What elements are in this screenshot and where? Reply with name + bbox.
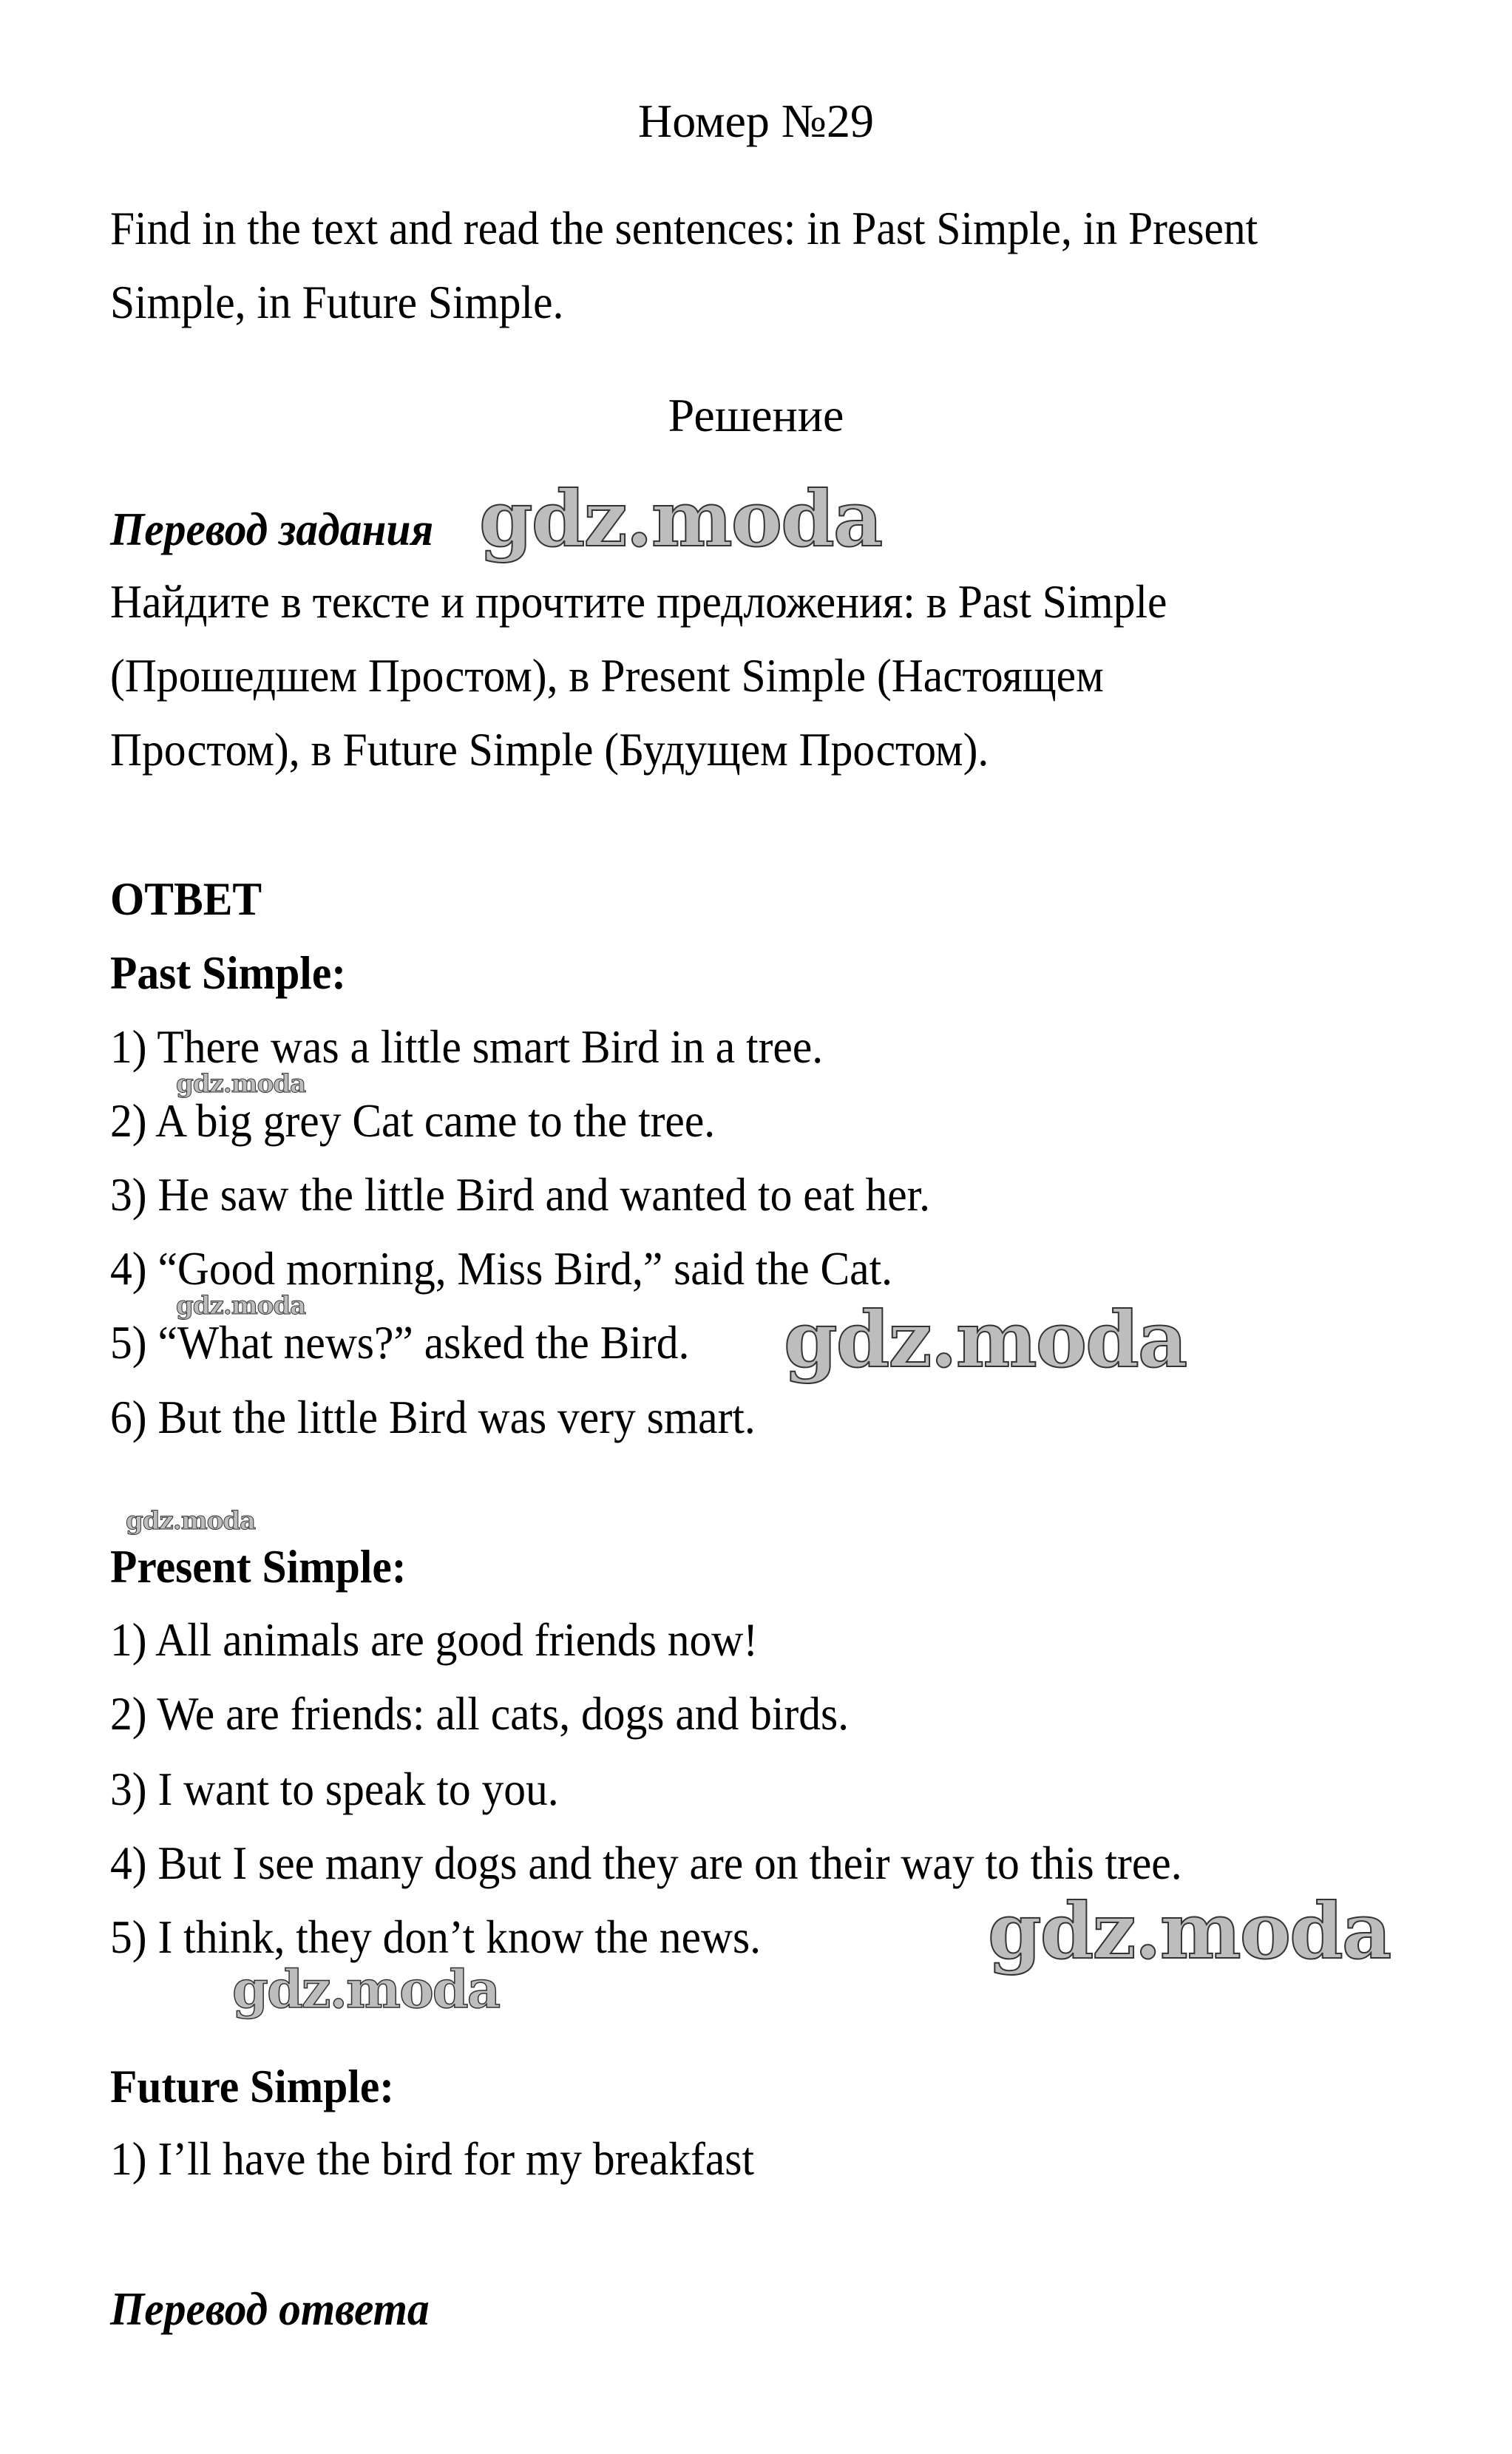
past-simple-heading: Past Simple: bbox=[110, 946, 347, 999]
past-item: 4) “Good morning, Miss Bird,” said the Cat. bbox=[110, 1242, 893, 1295]
translation-line-1: Найдите в тексте и прочтите предложения: в Past Simple bbox=[110, 575, 1167, 628]
present-item: 1) All animals are good friends now! bbox=[110, 1613, 759, 1666]
answer-translation-heading: Перевод ответа bbox=[110, 2282, 430, 2335]
past-item: 5) “What news?” asked the Bird. bbox=[110, 1316, 690, 1369]
past-item: 2) A big grey Cat came to the tree. bbox=[110, 1094, 716, 1147]
present-item: 2) We are friends: all cats, dogs and birds. bbox=[110, 1687, 850, 1740]
present-item: 4) But I see many dogs and they are on their way to this tree. bbox=[110, 1837, 1182, 1889]
past-item: 1) There was a little smart Bird in a tree. bbox=[110, 1020, 824, 1073]
answer-heading: ОТВЕТ bbox=[110, 872, 262, 925]
future-item: 1) I’ll have the bird for my breakfast bbox=[110, 2132, 754, 2185]
watermark-logo: gdz.moda bbox=[176, 1069, 306, 1099]
past-item: 3) He saw the little Bird and wanted to eat her. bbox=[110, 1168, 931, 1221]
translation-heading: Перевод задания bbox=[110, 503, 434, 555]
translation-line-2: (Прошедшем Простом), в Present Simple (Настоящем bbox=[110, 649, 1104, 702]
watermark-logo: gdz.moda bbox=[126, 1506, 256, 1536]
past-item: 6) But the little Bird was very smart. bbox=[110, 1391, 756, 1443]
translation-line-3: Простом), в Future Simple (Будущем Простом). bbox=[110, 723, 989, 776]
future-simple-heading: Future Simple: bbox=[110, 2060, 395, 2112]
watermark-logo: gdz.moda bbox=[988, 1885, 1391, 1976]
page-title: Номер №29 bbox=[638, 95, 874, 147]
present-item: 5) I think, they don’t know the news. bbox=[110, 1911, 762, 1963]
watermark-logo: gdz.moda bbox=[784, 1294, 1187, 1385]
present-item: 3) I want to speak to you. bbox=[110, 1763, 559, 1815]
present-simple-heading: Present Simple: bbox=[110, 1540, 407, 1593]
task-line-1: Find in the text and read the sentences: in Past Simple, in Present bbox=[110, 202, 1258, 254]
watermark-logo: gdz.moda bbox=[232, 1959, 500, 2020]
solution-heading: Решение bbox=[668, 389, 844, 441]
watermark-logo: gdz.moda bbox=[479, 473, 882, 564]
watermark-logo: gdz.moda bbox=[176, 1291, 306, 1321]
task-line-2: Simple, in Future Simple. bbox=[110, 276, 564, 328]
